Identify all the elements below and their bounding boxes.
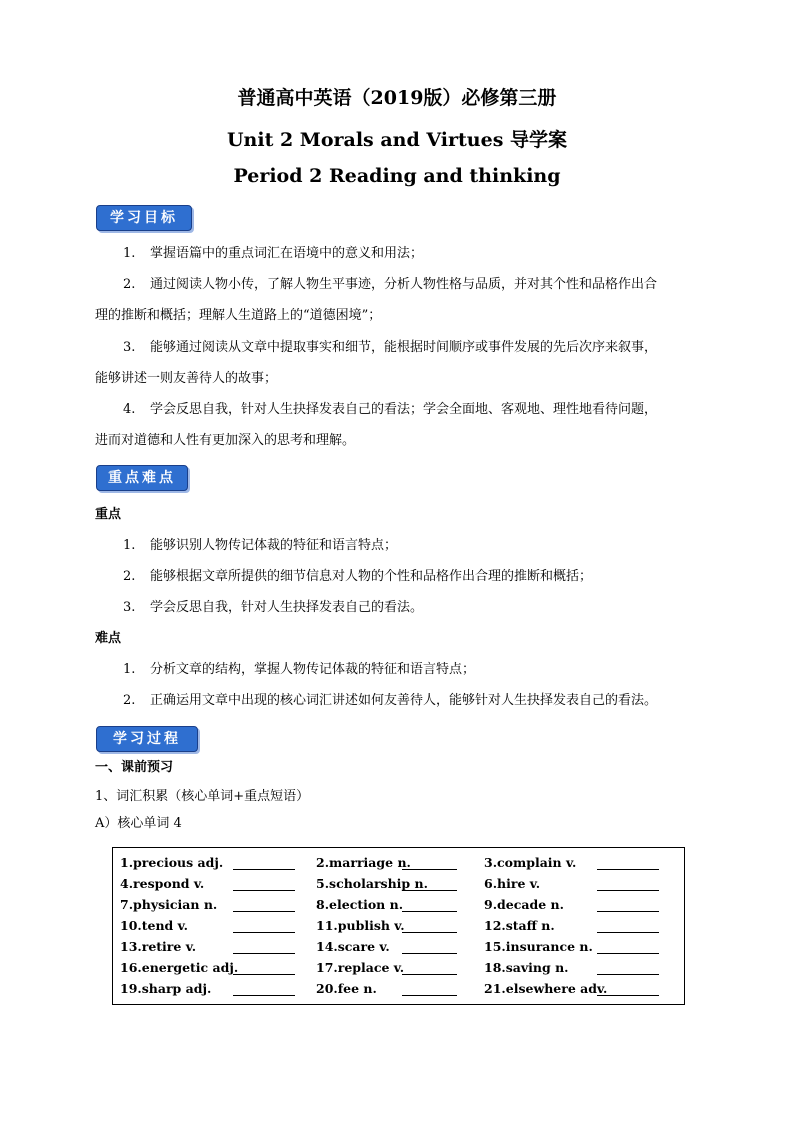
vocab-word: 16.energetic adj. — [120, 960, 239, 975]
vocab-answer-blank[interactable] — [597, 995, 659, 996]
objective-number: 4. — [123, 402, 136, 417]
vocab-answer-blank[interactable] — [233, 869, 295, 870]
objective-text: 学会反思自我，针对人生抉择发表自己的看法；学会全面地、客观地、理性地看待问题， — [150, 402, 658, 417]
vocab-answer-blank[interactable] — [402, 869, 457, 870]
process-badge: 学习过程 — [96, 726, 198, 752]
vocab-word: 7.physician n. — [120, 897, 218, 912]
focus-number: 1. — [123, 538, 136, 553]
vocab-word: 3.complain v. — [484, 855, 577, 870]
vocab-word: 4.respond v. — [120, 876, 205, 891]
vocab-word: 10.tend v. — [120, 918, 189, 933]
objective-text: 能够通过阅读从文章中提取事实和细节，能根据时间顺序或事件发展的先后次序来叙事， — [150, 340, 658, 355]
vocab-answer-blank[interactable] — [597, 953, 659, 954]
document-title: 普通高中英语（2019版）必修第三册 — [237, 87, 557, 109]
period-title: Period 2 Reading and thinking — [233, 165, 561, 187]
objectives-badge: 学习目标 — [96, 205, 192, 231]
objective-text: 掌握语篇中的重点词汇在语境中的意义和用法； — [150, 246, 424, 261]
subsection-heading: A）核心单词 4 — [95, 816, 182, 831]
objective-number: 1. — [123, 246, 136, 261]
vocab-word: 18.saving n. — [484, 960, 569, 975]
vocab-word: 11.publish v. — [316, 918, 405, 933]
focus-text: 学会反思自我，针对人生抉择发表自己的看法。 — [150, 600, 424, 615]
vocab-word: 17.replace v. — [316, 960, 405, 975]
vocab-word: 13.retire v. — [120, 939, 197, 954]
objective-text-cont: 理的推断和概括；理解人生道路上的“道德困境”； — [95, 308, 382, 323]
difficulty-number: 1. — [123, 662, 136, 677]
focus-label: 重点 — [95, 507, 122, 522]
objective-text-cont: 能够讲述一则友善待人的故事； — [95, 371, 278, 386]
keypoints-badge: 重点难点 — [96, 465, 188, 491]
vocab-word: 2.marriage n. — [316, 855, 411, 870]
vocab-word: 12.staff n. — [484, 918, 555, 933]
vocab-answer-blank[interactable] — [402, 995, 457, 996]
vocab-answer-blank[interactable] — [233, 953, 295, 954]
unit-title: Unit 2 Morals and Virtues 导学案 — [226, 129, 568, 151]
focus-text: 能够识别人物传记体裁的特征和语言特点； — [150, 538, 398, 553]
vocab-answer-blank[interactable] — [233, 932, 295, 933]
vocab-answer-blank[interactable] — [402, 911, 457, 912]
vocab-answer-blank[interactable] — [233, 995, 295, 996]
vocab-answer-blank[interactable] — [402, 890, 457, 891]
vocab-word: 1.precious adj. — [120, 855, 224, 870]
vocab-word: 19.sharp adj. — [120, 981, 212, 996]
vocab-answer-blank[interactable] — [597, 911, 659, 912]
vocab-word: 9.decade n. — [484, 897, 564, 912]
vocab-word: 5.scholarship n. — [316, 876, 428, 891]
vocab-answer-blank[interactable] — [402, 953, 457, 954]
vocab-answer-blank[interactable] — [597, 974, 659, 975]
vocab-word: 15.insurance n. — [484, 939, 593, 954]
vocab-answer-blank[interactable] — [402, 974, 457, 975]
focus-text: 能够根据文章所提供的细节信息对人物的个性和品格作出合理的推断和概括； — [150, 569, 593, 584]
vocab-word: 6.hire v. — [484, 876, 541, 891]
difficulty-number: 2. — [123, 693, 136, 708]
objective-text: 通过阅读人物小传，了解人物生平事迹，分析人物性格与品质，并对其个性和品格作出合 — [150, 277, 658, 292]
subsection-heading: 1、词汇积累（核心单词+重点短语） — [95, 789, 310, 804]
objective-number: 2. — [123, 277, 136, 292]
vocab-answer-blank[interactable] — [233, 974, 295, 975]
vocab-answer-blank[interactable] — [402, 932, 457, 933]
difficulty-text: 正确运用文章中出现的核心词汇讲述如何友善待人，能够针对人生抉择发表自己的看法。 — [150, 693, 658, 708]
vocab-word: 20.fee n. — [316, 981, 377, 996]
vocab-answer-blank[interactable] — [233, 911, 295, 912]
vocab-answer-blank[interactable] — [233, 890, 295, 891]
difficulty-label: 难点 — [95, 631, 122, 646]
focus-number: 3. — [123, 600, 136, 615]
focus-number: 2. — [123, 569, 136, 584]
vocab-word: 14.scare v. — [316, 939, 390, 954]
vocab-answer-blank[interactable] — [597, 869, 659, 870]
difficulty-text: 分析文章的结构，掌握人物传记体裁的特征和语言特点； — [150, 662, 476, 677]
section-heading: 一、课前预习 — [95, 760, 174, 775]
vocab-word: 21.elsewhere adv. — [484, 981, 608, 996]
vocab-answer-blank[interactable] — [597, 890, 659, 891]
objective-number: 3. — [123, 340, 136, 355]
vocab-answer-blank[interactable] — [597, 932, 659, 933]
objective-text-cont: 进而对道德和人性有更加深入的思考和理解。 — [95, 433, 356, 448]
vocab-word: 8.election n. — [316, 897, 404, 912]
